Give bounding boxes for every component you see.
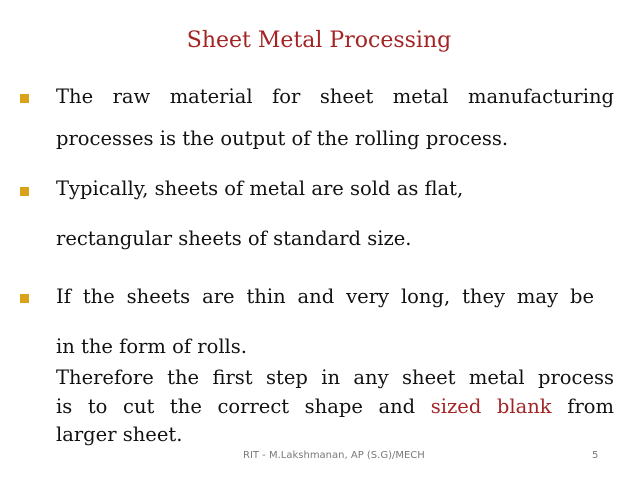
- sized-blank-highlight: sized blank: [430, 395, 552, 418]
- continuation-text-after: from: [551, 395, 615, 418]
- continuation-line-3: larger sheet.: [56, 423, 183, 446]
- bullet-2-line-1: Typically, sheets of metal are sold as flat,: [56, 177, 464, 200]
- bullet-marker-1: [20, 94, 29, 103]
- bullet-marker-3: [20, 294, 29, 303]
- continuation-line-1: Therefore the first step in any sheet metal process: [56, 366, 614, 389]
- bullet-3-line-2: in the form of rolls.: [56, 335, 247, 358]
- bullet-3-line-1: If the sheets are thin and very long, they may be: [56, 285, 594, 308]
- slide-footer: RIT - M.Lakshmanan, AP (S.G)/MECH: [243, 450, 425, 461]
- slide-title: Sheet Metal Processing: [186, 28, 452, 53]
- bullet-1-line-2: processes is the output of the rolling process.: [56, 127, 509, 150]
- continuation-text-before: is to cut the correct shape and: [56, 395, 431, 418]
- bullet-1-line-1: The raw material for sheet metal manufacturing: [56, 85, 614, 108]
- continuation-line-2: [56, 397, 614, 417]
- bullet-2-line-2: rectangular sheets of standard size.: [56, 227, 412, 250]
- page-number: 5: [592, 450, 599, 461]
- bullet-marker-2: [20, 187, 29, 196]
